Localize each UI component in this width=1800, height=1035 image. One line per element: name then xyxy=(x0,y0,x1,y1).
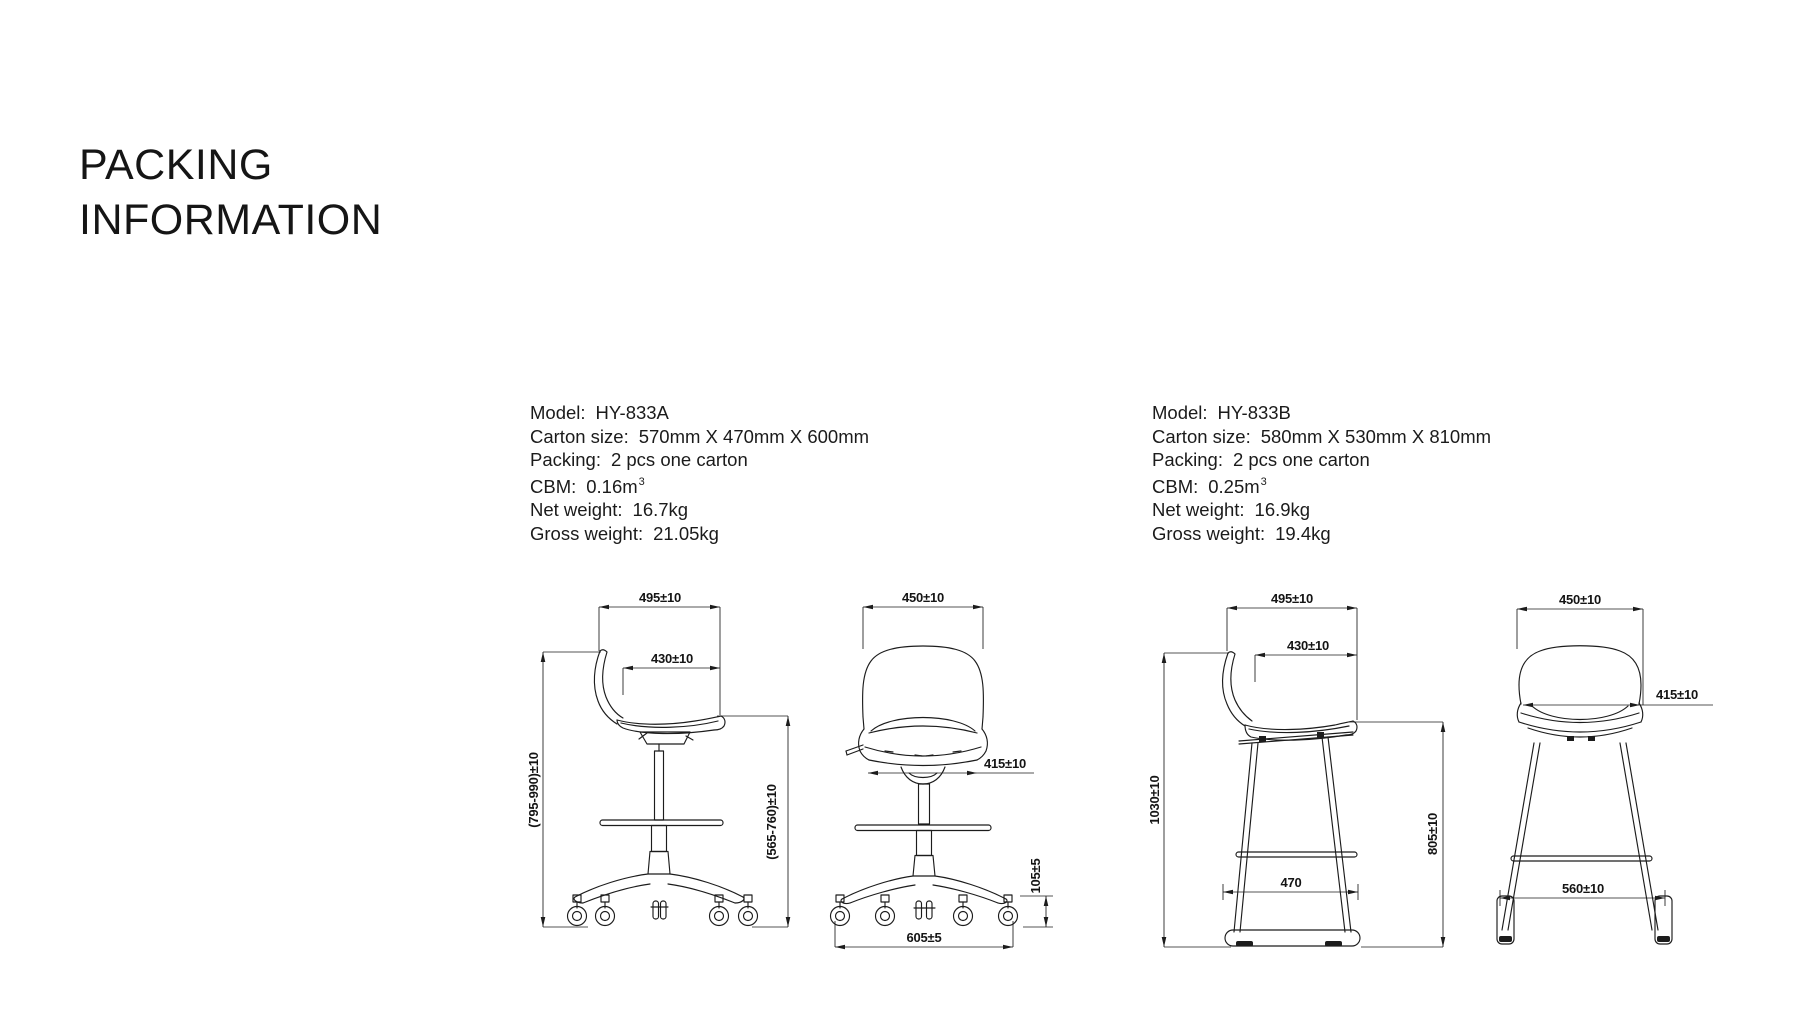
chair-art-hy833a-side xyxy=(568,650,758,926)
drawing-hy833b-front-view xyxy=(1475,585,1795,965)
dim-seat-height-label: (565-760)±10 xyxy=(764,784,779,860)
spec-cbm-label: CBM: xyxy=(530,475,577,497)
spec-net-weight-label: Net weight: xyxy=(1152,499,1245,521)
spec-cbm-sup: 3 xyxy=(638,475,645,488)
spec-carton-label: Carton size: xyxy=(1152,425,1251,447)
dim-caster-height-label: 105±5 xyxy=(1028,858,1043,894)
spec-cbm xyxy=(530,472,869,499)
five-star-base xyxy=(574,874,744,903)
dim-seat-width-label: 415±10 xyxy=(983,756,1027,771)
seat-clamp xyxy=(1567,736,1574,741)
spec-net-weight-value: 16.9kg xyxy=(1254,499,1311,521)
spec-carton xyxy=(530,425,869,449)
sled-frame xyxy=(1497,743,1672,944)
dimensions-hy833b-side xyxy=(1147,591,1443,947)
caster-wheel xyxy=(739,895,758,926)
spec-model-value: HY-833B xyxy=(1217,402,1291,423)
dim-base-depth-label: 470 xyxy=(1280,875,1302,890)
spec-packing-label: Packing: xyxy=(530,449,601,470)
page-title-line2: INFORMATION xyxy=(79,196,383,244)
casters xyxy=(568,895,758,926)
drawing-hy833a-front-view xyxy=(815,585,1060,955)
spec-gross-weight-value: 21.05kg xyxy=(653,522,719,544)
spec-cbm-value: 0.25m xyxy=(1208,475,1260,497)
foot-glide xyxy=(1325,941,1342,947)
spec-model xyxy=(1152,401,1491,425)
spec-net-weight xyxy=(1152,498,1491,522)
seat xyxy=(1239,721,1357,744)
spec-cbm-label: CBM: xyxy=(1152,475,1199,497)
drawing-hy833a-side-view xyxy=(520,585,810,955)
spec-carton xyxy=(1152,425,1491,449)
footrest-bar xyxy=(1236,852,1357,857)
spec-gross-weight xyxy=(530,522,869,546)
spec-block-hy833a xyxy=(530,401,869,545)
dim-seat-width-label: 430±10 xyxy=(650,651,694,666)
foot-glide xyxy=(1657,936,1670,942)
seat-clamp xyxy=(1259,736,1266,742)
spec-model-label: Model: xyxy=(530,402,586,423)
page-title-line1: PACKING xyxy=(79,141,273,189)
dim-back-width-label: 450±10 xyxy=(901,590,945,605)
spec-net-weight xyxy=(530,498,869,522)
dim-overall-height-label: (795-990)±10 xyxy=(526,752,541,828)
five-star-base xyxy=(841,876,1007,904)
spec-model-label: Model: xyxy=(1152,402,1208,423)
gas-lift-column xyxy=(855,784,991,876)
footring xyxy=(855,825,991,831)
dim-base-width-label: 560±10 xyxy=(1561,881,1605,896)
spec-packing xyxy=(530,448,869,472)
caster-wheel-center xyxy=(651,901,668,919)
spec-gross-weight-label: Gross weight: xyxy=(1152,522,1266,544)
drawing-hy833b-side-view xyxy=(1135,585,1465,965)
chair-art-hy833a-front xyxy=(831,646,1018,926)
caster-wheel xyxy=(876,895,895,926)
foot-glide xyxy=(1236,941,1253,947)
foot-glide xyxy=(1499,936,1512,942)
sled-frame xyxy=(1225,737,1360,947)
dim-overall-height-label: 1030±10 xyxy=(1147,775,1162,825)
dim-seat-width-label: 415±10 xyxy=(1655,687,1699,702)
adjust-lever xyxy=(846,745,863,755)
dim-overall-width-label: 495±10 xyxy=(1270,591,1314,606)
spec-cbm-sup: 3 xyxy=(1260,475,1267,488)
spec-carton-label: Carton size: xyxy=(530,425,629,447)
spec-net-weight-value: 16.7kg xyxy=(632,499,689,521)
spec-cbm xyxy=(1152,472,1491,499)
spec-block-hy833b xyxy=(1152,401,1491,545)
dimensions-hy833a-side xyxy=(526,590,788,927)
backrest xyxy=(594,650,623,724)
dim-overall-width-label: 495±10 xyxy=(638,590,682,605)
seat-clamp xyxy=(1317,732,1324,738)
caster-wheel xyxy=(596,895,615,926)
spec-gross-weight-value: 19.4kg xyxy=(1275,522,1331,544)
caster-wheel xyxy=(999,895,1018,926)
backrest xyxy=(863,646,984,731)
seat xyxy=(846,726,987,784)
spec-model xyxy=(530,401,869,425)
caster-wheel xyxy=(954,895,973,926)
spec-gross-weight xyxy=(1152,522,1491,546)
caster-wheel xyxy=(568,895,587,926)
spec-packing xyxy=(1152,448,1491,472)
chair-art-hy833b-side xyxy=(1223,652,1360,947)
spec-packing-value: 2 pcs one carton xyxy=(610,449,748,470)
footring xyxy=(600,820,723,826)
dim-back-width-label: 450±10 xyxy=(1558,592,1602,607)
backrest xyxy=(1223,652,1252,726)
dimensions-hy833b-front xyxy=(1500,592,1713,906)
backrest xyxy=(1519,646,1641,720)
spec-gross-weight-label: Gross weight: xyxy=(530,522,644,544)
footrest-bar xyxy=(1511,856,1652,861)
page-title xyxy=(79,138,382,248)
caster-wheel xyxy=(831,895,850,926)
dim-seat-width-label: 430±10 xyxy=(1286,638,1330,653)
dim-base-width-label: 605±5 xyxy=(906,930,942,945)
spec-packing-label: Packing: xyxy=(1152,449,1223,470)
spec-model-value: HY-833A xyxy=(595,402,669,423)
chair-art-hy833b-front xyxy=(1497,646,1672,944)
spec-packing-value: 2 pcs one carton xyxy=(1232,449,1370,470)
spec-net-weight-label: Net weight: xyxy=(530,499,623,521)
spec-carton-value: 580mm X 530mm X 810mm xyxy=(1260,425,1492,447)
gas-lift-column xyxy=(600,744,723,874)
spec-cbm-value: 0.16m xyxy=(586,475,638,497)
caster-wheel-center xyxy=(914,901,935,919)
seat xyxy=(617,716,725,744)
spec-carton-value: 570mm X 470mm X 600mm xyxy=(638,425,870,447)
dim-seat-height-label: 805±10 xyxy=(1425,812,1440,856)
seat-clamp xyxy=(1588,736,1595,741)
